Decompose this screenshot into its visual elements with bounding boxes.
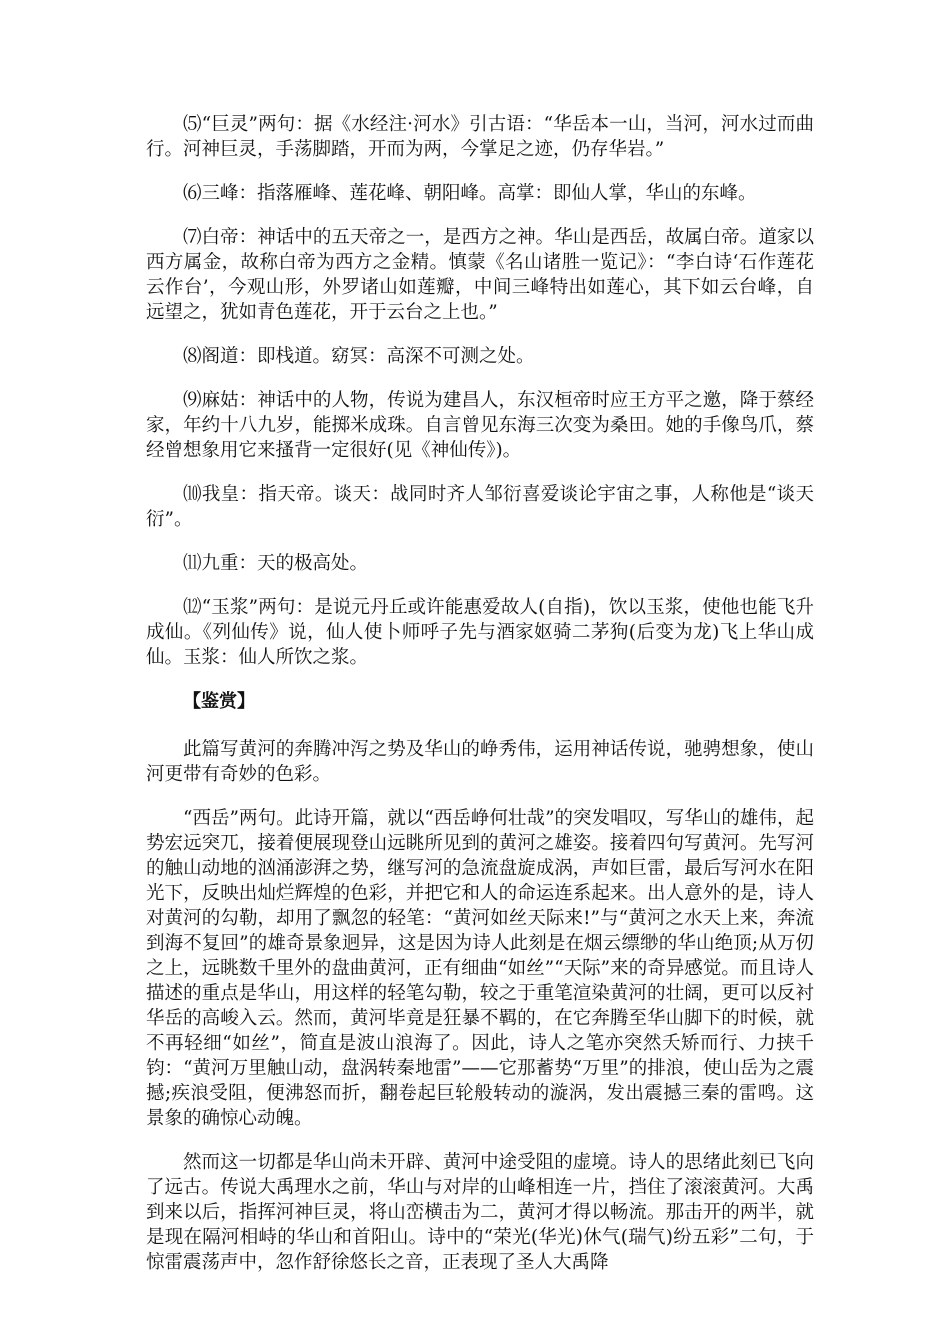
note-6: ⑹三峰：指落雁峰、莲花峰、朝阳峰。高掌：即仙人掌，华山的东峰。 (183, 183, 757, 204)
note-8: ⑻阁道：即栈道。窈冥：高深不可测之处。 (183, 346, 535, 367)
note-7: ⑺白帝：神话中的五天帝之一，是西方之神。华山是西岳，故属白帝。道家以西方属金，故称白帝为西方之金精。慎蒙《名山诸胜一览记》：“李白诗‘石作莲花云作台’，今观山形，外罗诸山如莲瓣，中间三峰特出如莲心，其下如云台峰，自远望之，犹如青色莲花，开于云台之上也。” (146, 227, 814, 323)
note-10: ⑽我皇：指天帝。谈天：战同时齐人邹衍喜爱谈论宇宙之事，人称他是“谈天衍”。 (146, 484, 814, 530)
note-11: ⑾九重：天的极高处。 (183, 553, 369, 574)
appreciation-paragraph-1: 此篇写黄河的奔腾冲泻之势及华山的峥秀伟，运用神话传说，驰骋想象，使山河更带有奇妙的色彩。 (146, 739, 814, 785)
section-heading: 【鉴赏】 (183, 691, 255, 712)
note-12: ⑿“玉浆”两句：是说元丹丘或许能惠爱故人(自指)，饮以玉浆，使他也能飞升成仙。《列仙传》说，仙人使卜师呼子先与酒家妪骑二茅狗(后变为龙)飞上华山成仙。玉浆：仙人所饮之浆。 (146, 597, 814, 668)
note-9: ⑼麻姑：神话中的人物，传说为建昌人，东汉桓帝时应王方平之邀，降于蔡经家，年约十八九岁，能掷米成珠。自言曾见东海三次变为桑田。她的手像鸟爪，蔡经曾想象用它来搔背一定很好(见《神仙传》)。 (146, 390, 814, 461)
document-body (146, 112, 814, 1294)
appreciation-paragraph-2: “西岳”两句。此诗开篇，就以“西岳峥何壮哉”的突发唱叹，写华山的雄伟，起势宏远突兀，接着便展现登山远眺所见到的黄河之雄姿。接着四句写黄河。先写河的触山动地的汹涌澎湃之势，继写河的急流盘旋成涡，声如巨雷，最后写河水在阳光下，反映出灿烂辉煌的色彩，并把它和人的命运连系起来。出人意外的是，诗人对黄河的勾勒，却用了飘忽的轻笔：“黄河如丝天际来!”与“黄河之水天上来，奔流到海不复回”的雄奇景象迥异，这是因为诗人此刻是在烟云缥缈的华山绝顶;从万仞之上，远眺数千里外的盘曲黄河，正有细曲“如丝”“天际”来的奇异感觉。而且诗人描述的重点是华山，用这样的轻笔勾勒，较之于重笔渲染黄河的壮阔，更可以反衬华岳的高峻入云。然而，黄河毕竟是狂暴不羁的，在它奔腾至华山脚下的时候，就不再轻细“如丝”，简直是波山浪海了。因此，诗人之笔亦突然夭矫而行、力挟千钧：“黄河万里触山动，盘涡转秦地雷”——它那蓄势“万里”的排浪，使山岳为之震撼;疾浪受阻，便沸怒而折，翻卷起巨轮般转动的漩涡，发出震撼三秦的雷鸣。这景象的确惊心动魄。 (146, 808, 814, 1129)
note-5: ⑸“巨灵”两句：据《水经注·河水》引古语：“华岳本一山，当河，河水过而曲行。河神巨灵，手荡脚踏，开而为两，今掌足之迹，仍存华岩。” (146, 114, 814, 160)
appreciation-paragraph-3: 然而这一切都是华山尚未开辟、黄河中途受阻的虚境。诗人的思绪此刻已飞向了远古。传说大禹理水之前，华山与对岸的山峰相连一片，挡住了滚滚黄河。大禹到来以后，指挥河神巨灵，将山峦横击为二，黄河才得以畅流。那击开的两半，就是现在隔河相峙的华山和首阳山。诗中的“荣光(华光)休气(瑞气)纷五彩”二句，于惊雷震荡声中，忽作舒徐悠长之音，正表现了圣人大禹降 (146, 1152, 814, 1273)
